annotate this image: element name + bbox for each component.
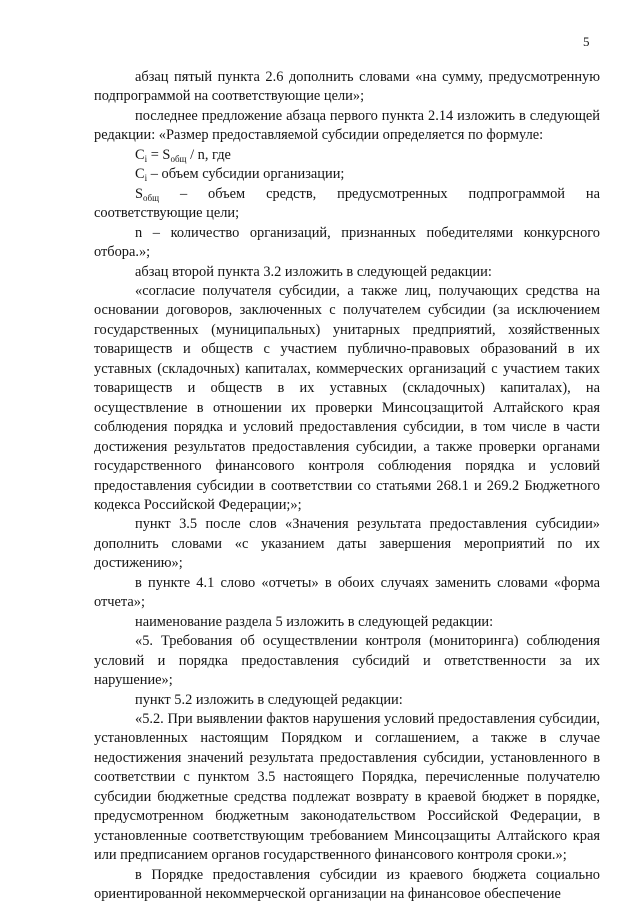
definition-symbol: C <box>135 166 145 183</box>
definition-text: – объем средств, предусмотренных подпрограммой на соответствующие цели; <box>94 185 600 222</box>
paragraph: абзац второй пункта 3.2 изложить в следующей редакции: <box>135 263 492 280</box>
paragraph: пункт 5.2 изложить в следующей редакции: <box>135 691 403 708</box>
paragraph: в пункте 4.1 слово «отчеты» в обоих случаях заменить словами «форма отчета»; <box>94 574 600 611</box>
paragraph: «5.2. При выявлении фактов нарушения условий предоставления субсидии, установленных настоящим Порядком и соглашением, а также в случае недостижения значений результата предоставления субсидии, установленного в соответствии с пунктом 3.5 настоящего Порядка, перечисленные получателю субсидии бюджетные средства подлежат возврату в краевой бюджет в порядке, предусмотренном бюджетным законодательством Российской Федерации, в установленные соответствующим требованием Минсоцзащиты Алтайского края или предписанием органов государственного финансового контроля сроки.»; <box>94 710 600 864</box>
definition-symbol: S <box>135 185 144 202</box>
paragraph: наименование раздела 5 изложить в следующей редакции: <box>135 613 494 630</box>
definition-subscript: общ <box>143 192 160 203</box>
formula-equals: = S <box>147 146 171 163</box>
paragraph: в Порядке предоставления субсидии из краевого бюджета социально ориентированной некоммерческой организации на финансовое обеспечение <box>94 866 600 903</box>
paragraph: пункт 3.5 после слов «Значения результата предоставления субсидии» дополнить словами «с указанием даты завершения мероприятий по их достижению»; <box>94 516 600 572</box>
definition-subscript: i <box>144 173 148 184</box>
paragraph: последнее предложение абзаца первого пункта 2.14 изложить в следующей редакции: «Размер предоставляемой субсидии определяется по формуле: <box>94 107 600 144</box>
definition-line <box>94 165 600 184</box>
formula-line <box>94 146 600 165</box>
paragraph: «5. Требования об осуществлении контроля (мониторинга) соблюдения условий и порядка предоставления субсидий и ответственности за их нарушение»; <box>94 633 600 689</box>
formula-tail: / n, где <box>186 146 231 163</box>
paragraph: абзац пятый пункта 2.6 дополнить словами «на сумму, предусмотренную подпрограммой на соответствующие цели»; <box>94 69 600 105</box>
formula-subscript-total: общ <box>170 153 187 164</box>
paragraph: «согласие получателя субсидии, а также лиц, получающих средства на основании договоров, заключенных с получателем субсидии (за исключением государственных (муниципальных) унитарных предприятий, хозяйственных товариществ и обществ с участием публично-правовых образований в их уставных (складочных) капиталах, коммерческих организаций с участием таких товариществ и обществ в их уставных (складочных) капиталах), на осуществление в отношении их проверки Минсоцзащитой Алтайского края соблюдения порядка и условий предоставления субсидии, в том числе в части достижения результатов предоставления субсидии, а также проверки органами государственного финансового контроля соблюдения порядка и условий предоставления субсидии в соответствии со статьями 268.1 и 269.2 Бюджетного кодекса Российской Федерации;»; <box>94 282 600 513</box>
page-number: 5 <box>583 34 590 49</box>
paragraph: n – количество организаций, признанных победителями конкурсного отбора.»; <box>94 224 600 261</box>
definition-line <box>94 185 600 224</box>
definition-text: – объем субсидии организации; <box>147 166 345 183</box>
formula-symbol-c: C <box>135 146 145 163</box>
formula-subscript-i: i <box>144 153 148 164</box>
document-body <box>94 68 600 904</box>
